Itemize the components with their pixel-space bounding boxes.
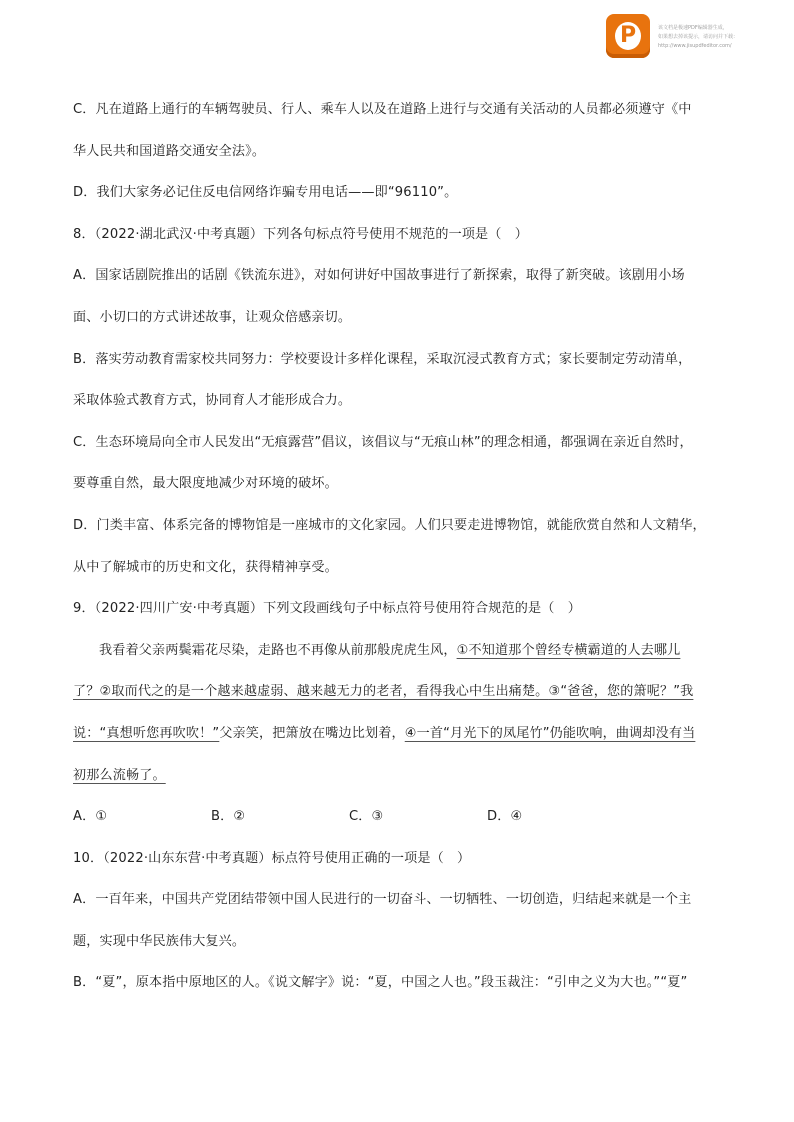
pdf-editor-logo-icon xyxy=(606,14,650,58)
underlined-sentence-1: ①不知道那个曾经专横霸道的人去哪儿 xyxy=(456,642,681,658)
q8-option-a-line2: 面、小切口的方式讲述故事，让观众倍感亲切。 xyxy=(73,309,352,325)
q8-option-c-line1: C．生态环境局向全市人民发出“无痕露营”倡议，该倡议与“无痕山林”的理念相通，都强调在亲近自然时， xyxy=(73,434,693,450)
q10-option-b-line1: B．“夏”，原本指中原地区的人。《说文解字》说：“夏，中国之人也。”段玉裁注：“引申之义为大也。”“夏” xyxy=(73,975,688,991)
q9-option-b: B．② xyxy=(211,809,246,825)
passage-line-3 xyxy=(73,720,723,762)
q8-option-b-line2: 采取体验式教育方式，协同育人才能形成合力。 xyxy=(73,393,352,409)
watermark-notice xyxy=(658,24,790,51)
question-8-stem: 8．（2022·湖北武汉·中考真题）下列各句标点符号使用不规范的一项是（ ） xyxy=(73,226,529,242)
watermark-line: 该文档是极速PDF编辑器生成， xyxy=(658,25,728,31)
underlined-sentence-2: ②取而代之的是一个越来越虚弱、越来越无力的老者，看得我心中生出痛楚。 xyxy=(99,684,549,700)
underlined-sentence-3-end: 说：“真想听您再吹吹！” xyxy=(73,725,220,741)
q7-option-c-line2: 华人民共和国道路交通安全法》。 xyxy=(73,143,266,159)
underlined-sentence-3: ③“爸爸，您的箫呢？”我 xyxy=(548,684,694,700)
underlined-sentence-1-end: 了？ xyxy=(73,684,100,700)
passage-line-4 xyxy=(73,762,723,804)
q7-option-c-line1: C．凡在道路上通行的车辆驾驶员、行人、乘车人以及在道路上进行与交通有关活动的人员都必须遵守《中 xyxy=(73,102,692,117)
watermark-url: http://www.jisupdfeditor.com/ xyxy=(658,43,732,49)
q7-option-d: D．我们大家务必记住反电信网络诈骗专用电话——即“96110”。 xyxy=(73,185,458,201)
q8-option-b-line1: B．落实劳动教育需家校共同努力：学校要设计多样化课程，采取沉浸式教育方式；家长要制定劳动清单， xyxy=(73,351,692,367)
watermark-line: 如果想去掉该提示，请访问并下载： xyxy=(658,34,739,40)
q9-option-a: A．① xyxy=(73,809,108,825)
q9-option-d: D．④ xyxy=(487,809,523,825)
document-body xyxy=(73,96,723,1011)
question-9-stem: 9．（2022·四川广安·中考真题）下列文段画线句子中标点符号使用符合规范的是（ ） xyxy=(73,601,582,617)
passage-text: 父亲笑，把箫放在嘴边比划着， xyxy=(219,725,405,741)
q8-option-a-line1: A．国家话剧院推出的话剧《铁流东进》，对如何讲好中国故事进行了新探索，取得了新突破。该剧用小场 xyxy=(73,268,685,284)
underlined-sentence-4-end: 初那么流畅了。 xyxy=(73,767,166,783)
q9-option-c: C．③ xyxy=(349,809,384,825)
q10-option-a-line2: 题，实现中华民族伟大复兴。 xyxy=(73,933,246,949)
underlined-sentence-4: ④一首“月光下的凤尾竹”仍能吹响，曲调却没有当 xyxy=(404,725,696,741)
logo-letter: P xyxy=(619,23,637,48)
q8-option-d-line2: 从中了解城市的历史和文化，获得精神享受。 xyxy=(73,559,338,575)
passage-line-1 xyxy=(73,637,723,679)
q8-option-d-line1: D．门类丰富、体系完备的博物馆是一座城市的文化家园。人们只要走进博物馆，就能欣赏自然和人文精华， xyxy=(73,517,706,533)
q9-options xyxy=(73,803,723,845)
question-10-stem: 10．（2022·山东东营·中考真题）标点符号使用正确的一项是（ ） xyxy=(73,850,471,866)
q8-option-c-line2: 要尊重自然，最大限度地减少对环境的破坏。 xyxy=(73,476,338,492)
q10-option-a-line1: A．一百年来，中国共产党团结带领中国人民进行的一切奋斗、一切牺牲、一切创造，归结起来就是一个主 xyxy=(73,892,692,908)
passage-line-2 xyxy=(73,678,723,720)
passage-text: 我看着父亲两鬓霜花尽染，走路也不再像从前那般虎虎生风， xyxy=(99,642,457,658)
